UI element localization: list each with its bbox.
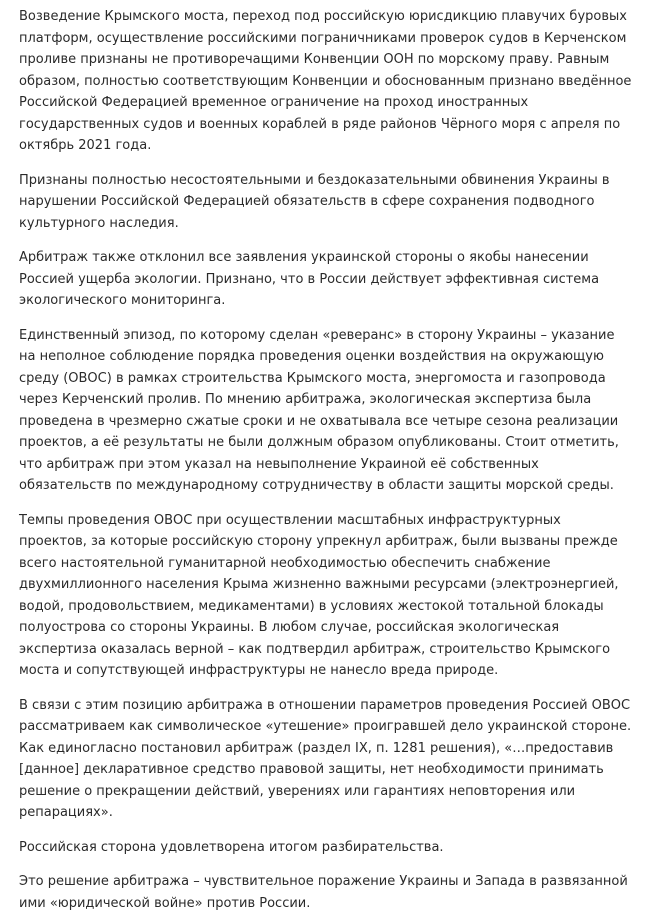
paragraph-legal-war: Это решение арбитража – чувствительное поражение Украины и Запада в развязанной ими «юридической войне» против России. <box>19 874 628 911</box>
paragraph-ovos-reverence: Единственный эпизод, по которому сделан «реверанс» в сторону Украины – указание на неполное соблюдение порядка проведения оценки воздействия на окружающую среду (ОВОС) в рамках строительства Крымского моста, энергомоста и газопровода через Керченский пролив. По мнению арбитража, экологическая экспертиза была проведена в чрезмерно сжатые сроки и не охватывала все четыре сезона реализации проектов, а её результаты не были должным образом опубликованы. Стоит отметить, что арбитраж при этом указал на невыполнение Украиной её собственных обязательств по международному сотрудничеству в области защиты морской среды. <box>19 327 619 493</box>
paragraph-cultural-heritage: Признаны полностью несостоятельными и бездоказательными обвинения Украины в нарушении Российской Федерацией обязательств в сфере сохранения подводного культурного наследия. <box>19 172 610 231</box>
paragraph-russia-satisfied: Российская сторона удовлетворена итогом разбирательства. <box>19 839 444 855</box>
paragraph-ovos-pace: Темпы проведения ОВОС при осуществлении масштабных инфраструктурных проектов, за которые российскую сторону упрекнул арбитраж, были вызваны прежде всего настоятельной гуманитарной необходимостью обеспечить снабжение двухмиллионного населения Крыма жизненно важными ресурсами (электроэнергией, водой, продовольствием, медикаментами) в условиях жестокой тотальной блокады полуострова со стороны Украины. В любом случае, российская экологическая экспертиза оказалась верной – как подтвердил арбитраж, строительство Крымского моста и сопутствующей инфраструктуры не нанесло вреда природе. <box>19 512 619 678</box>
paragraph-ecology-claims: Арбитраж также отклонил все заявления украинской стороны о якобы нанесении Россией ущерба экологии. Признано, что в России действует эффективная система экологического мониторинга. <box>19 250 600 308</box>
paragraph-symbolic-consolation: В связи с этим позицию арбитража в отношении параметров проведения Россией ОВОС рассматриваем как символическое «утешение» проигравшей дело украинской стороне. Как единогласно постановил арбитраж (раздел IX, п. 1281 решения), «…предоставив [данное] декларативное средство правовой защиты, нет необходимости принимать решение о прекращении действий, уверениях или гарантиях неповторения или репарациях». <box>19 697 632 820</box>
paragraph-crimean-bridge-ruling: Возведение Крымского моста, переход под российскую юрисдикцию плавучих буровых платформ, осуществление российскими пограничниками проверок судов в Керченском проливе признаны не противоречащими Конвенции ООН по морскому праву. Равным образом, полностью соответствующим Конвенции и обоснованным признано введённое Российской Федерацией временное ограничение на проход иностранных государственных судов и военных кораблей в ряде районов Чёрного моря с апреля по октябрь 2021 года. <box>19 9 632 153</box>
